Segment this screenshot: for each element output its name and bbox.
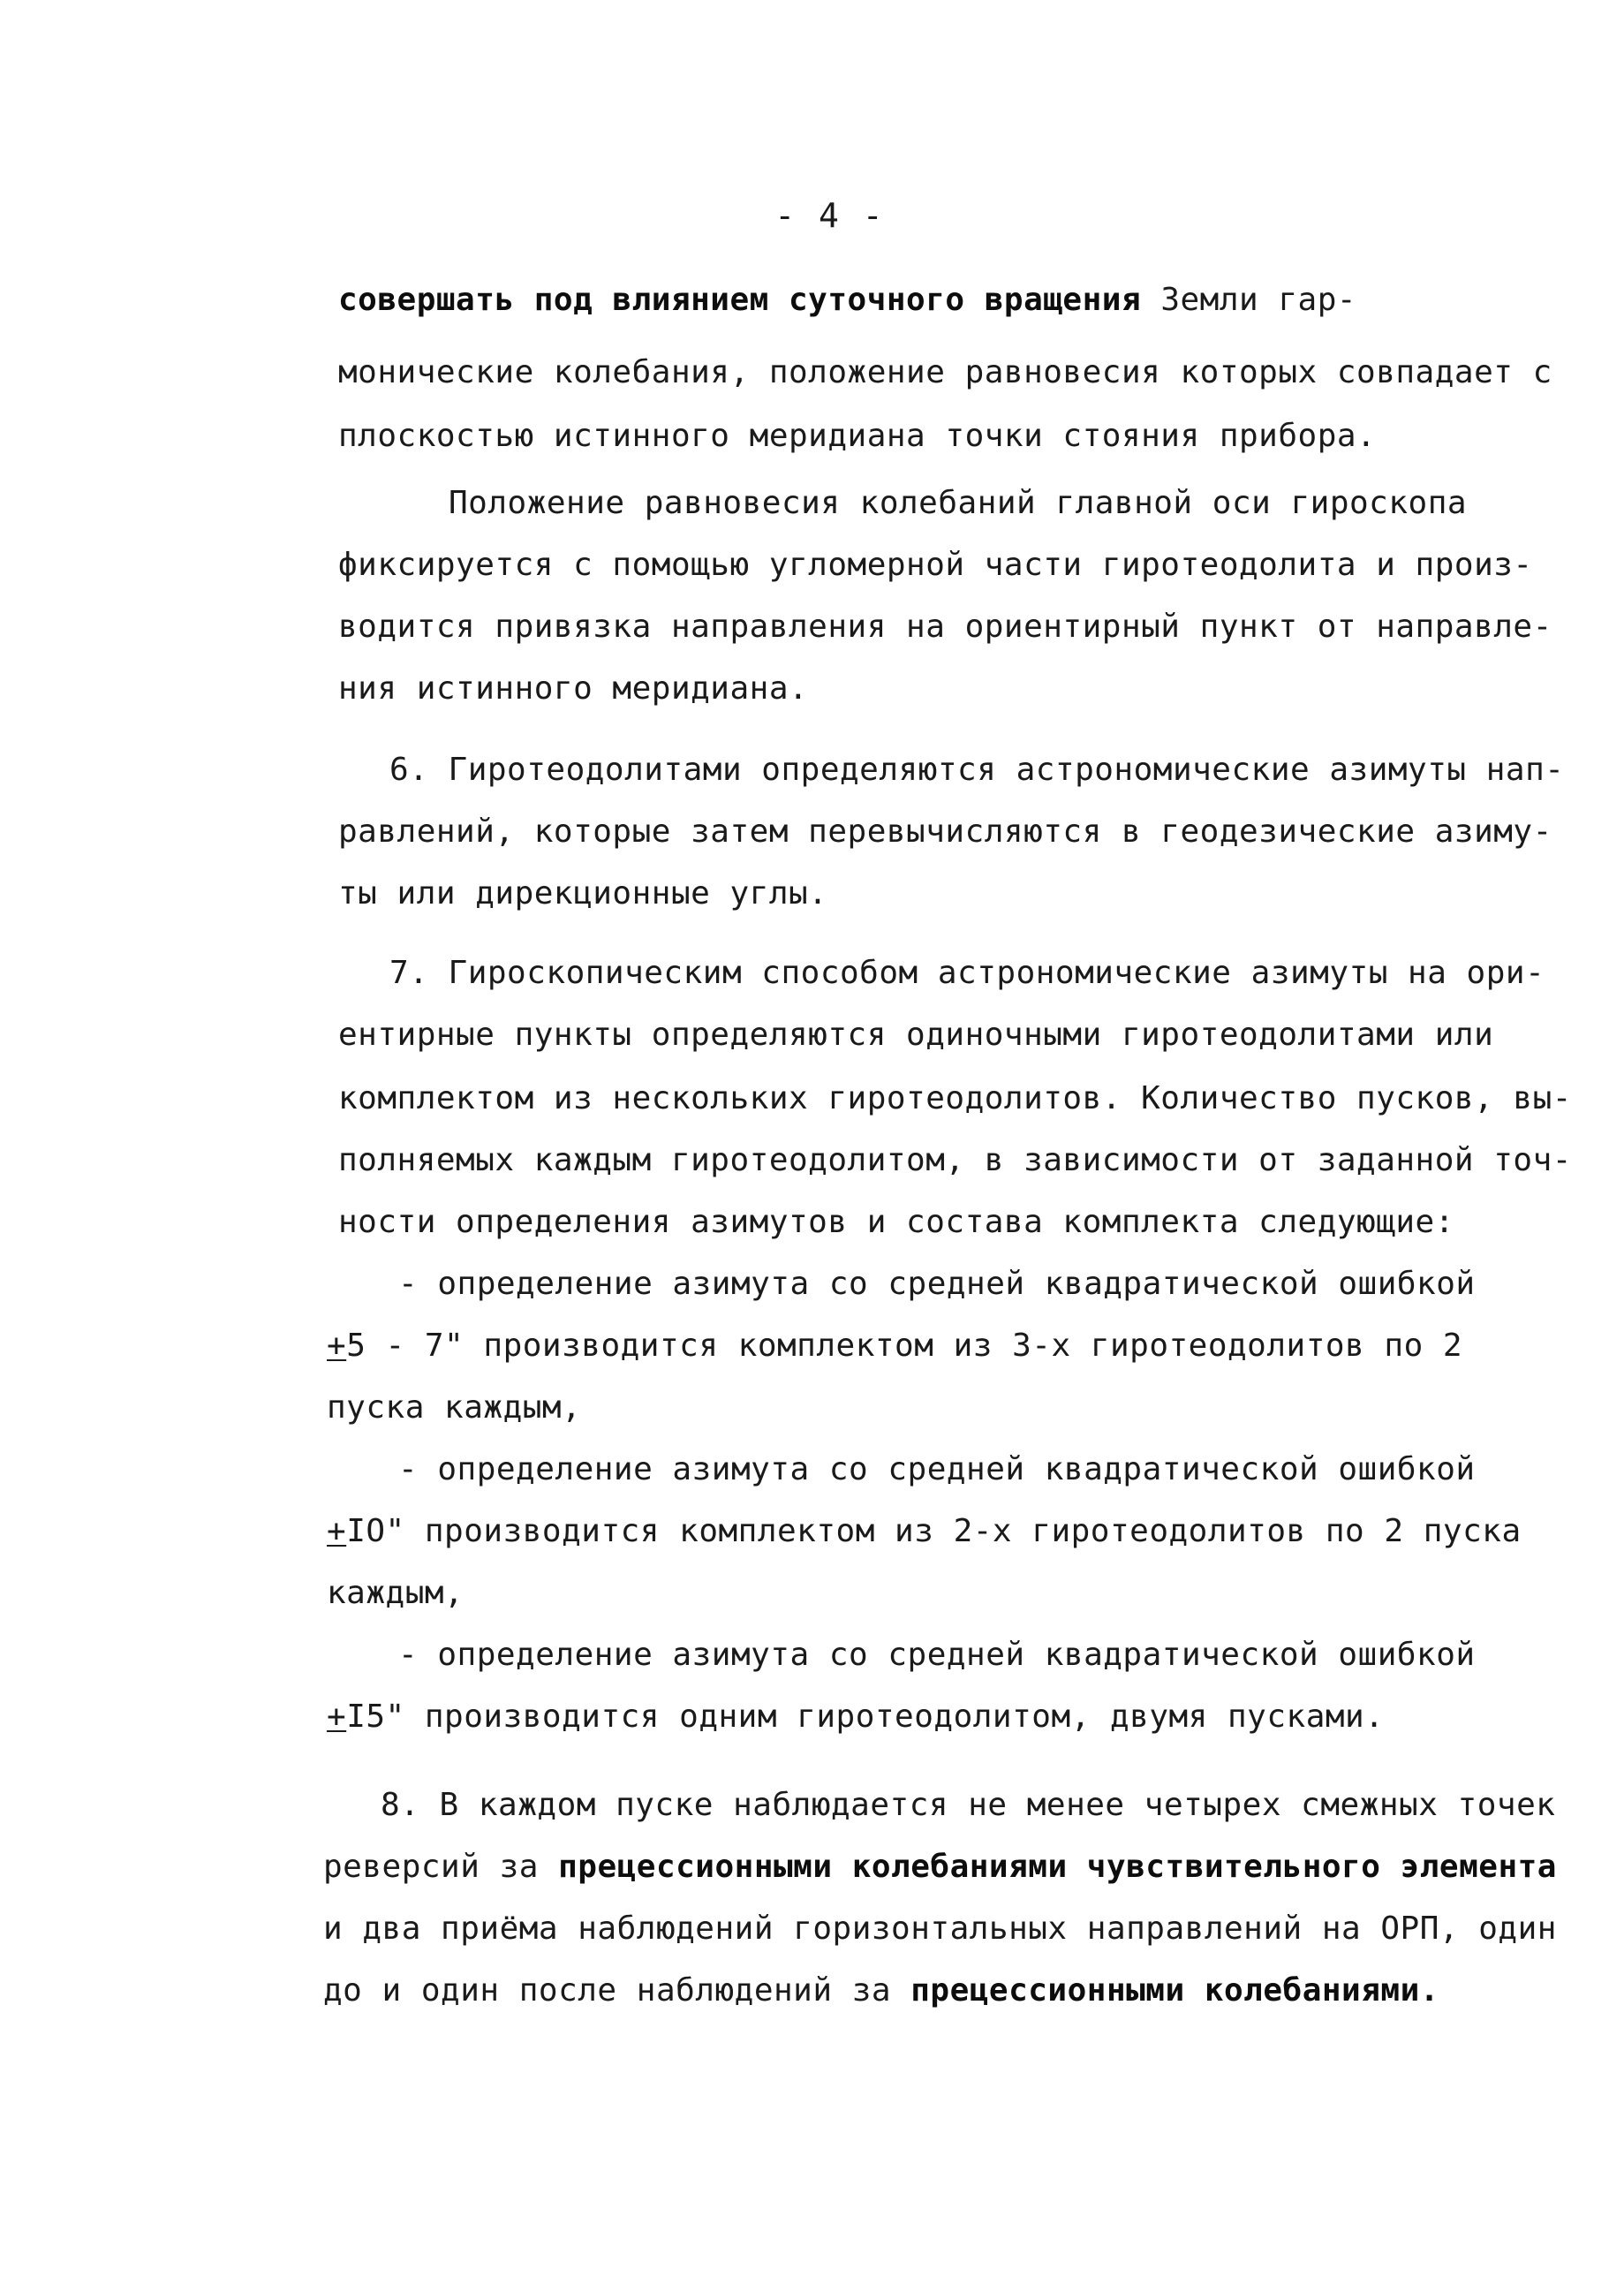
text-span: реверсий за xyxy=(323,1849,559,1885)
bold-phrase: прецессионными колебаниями. xyxy=(910,1972,1439,2009)
text-line: Положение равновесия колебаний главной оси гироскопа xyxy=(449,485,1468,521)
text-span: 5 - 7" производится комплектом из 3-х гиротеодолитов по 2 xyxy=(346,1328,1463,1364)
text-line: ентирные пункты определяются одиночными гиротеодолитами или xyxy=(338,1017,1494,1053)
text-line: водится привязка направления на ориентирный пункт от направле- xyxy=(338,609,1552,645)
page-number: - 4 - xyxy=(774,196,885,235)
text-line: 8. В каждом пуске наблюдается не менее четырех смежных точек xyxy=(381,1787,1556,1823)
text-line: 6. Гиротеодолитами определяются астрономические азимуты нап- xyxy=(389,752,1565,788)
text-line xyxy=(338,281,1356,320)
text-line: 7. Гироскопическим способом астрономические азимуты на ори- xyxy=(389,955,1545,991)
text-span: IO" производится комплектом из 2-х гиротеодолитов по 2 пуска xyxy=(346,1513,1522,1549)
text-line: пуска каждым, xyxy=(327,1389,582,1426)
text-line: и два приёма наблюдений горизонтальных направлений на ОРП, один xyxy=(323,1910,1557,1947)
text-line: плоскостью истинного меридиана точки стояния прибора. xyxy=(338,418,1377,454)
text-line xyxy=(323,1971,1439,2010)
text-line: равлений, которые затем перевычисляются в геодезические азиму- xyxy=(338,813,1552,850)
bold-phrase: совершать под влиянием суточного вращения xyxy=(338,282,1142,318)
text-line: ности определения азимутов и состава комплекта следующие: xyxy=(338,1204,1454,1240)
text-line xyxy=(327,1327,1462,1366)
text-line xyxy=(327,1512,1522,1551)
text-line: монические колебания, положение равновесия которых совпадает с xyxy=(338,354,1552,390)
text-line: полняемых каждым гиротеодолитом, в зависимости от заданной точ- xyxy=(338,1142,1572,1178)
text-line: - определение азимута со средней квадратической ошибкой xyxy=(398,1266,1476,1302)
text-line xyxy=(323,1848,1557,1887)
text-line xyxy=(327,1698,1384,1736)
text-span: Земли гар- xyxy=(1141,282,1357,318)
plus-minus-sign: + xyxy=(327,1328,347,1364)
text-span: до и один после наблюдений за xyxy=(323,1972,911,2009)
plus-minus-sign: + xyxy=(327,1513,347,1549)
text-line: - определение азимута со средней квадратической ошибкой xyxy=(398,1451,1476,1487)
text-line: - определение азимута со средней квадратической ошибкой xyxy=(398,1637,1476,1673)
text-line: ты или дирекционные углы. xyxy=(338,875,828,912)
text-line: комплектом из нескольких гиротеодолитов. Количество пусков, вы- xyxy=(338,1080,1572,1116)
text-line: каждым, xyxy=(327,1575,465,1611)
bold-phrase: прецессионными колебаниями чувствительного элемента xyxy=(558,1849,1557,1885)
text-line: фиксируется с помощью угломерной части гиротеодолита и произ- xyxy=(338,547,1533,583)
plus-minus-sign: + xyxy=(327,1699,347,1735)
text-span: I5" производится одним гиротеодолитом, двумя пусками. xyxy=(346,1699,1385,1735)
text-line: ния истинного меридиана. xyxy=(338,670,809,707)
